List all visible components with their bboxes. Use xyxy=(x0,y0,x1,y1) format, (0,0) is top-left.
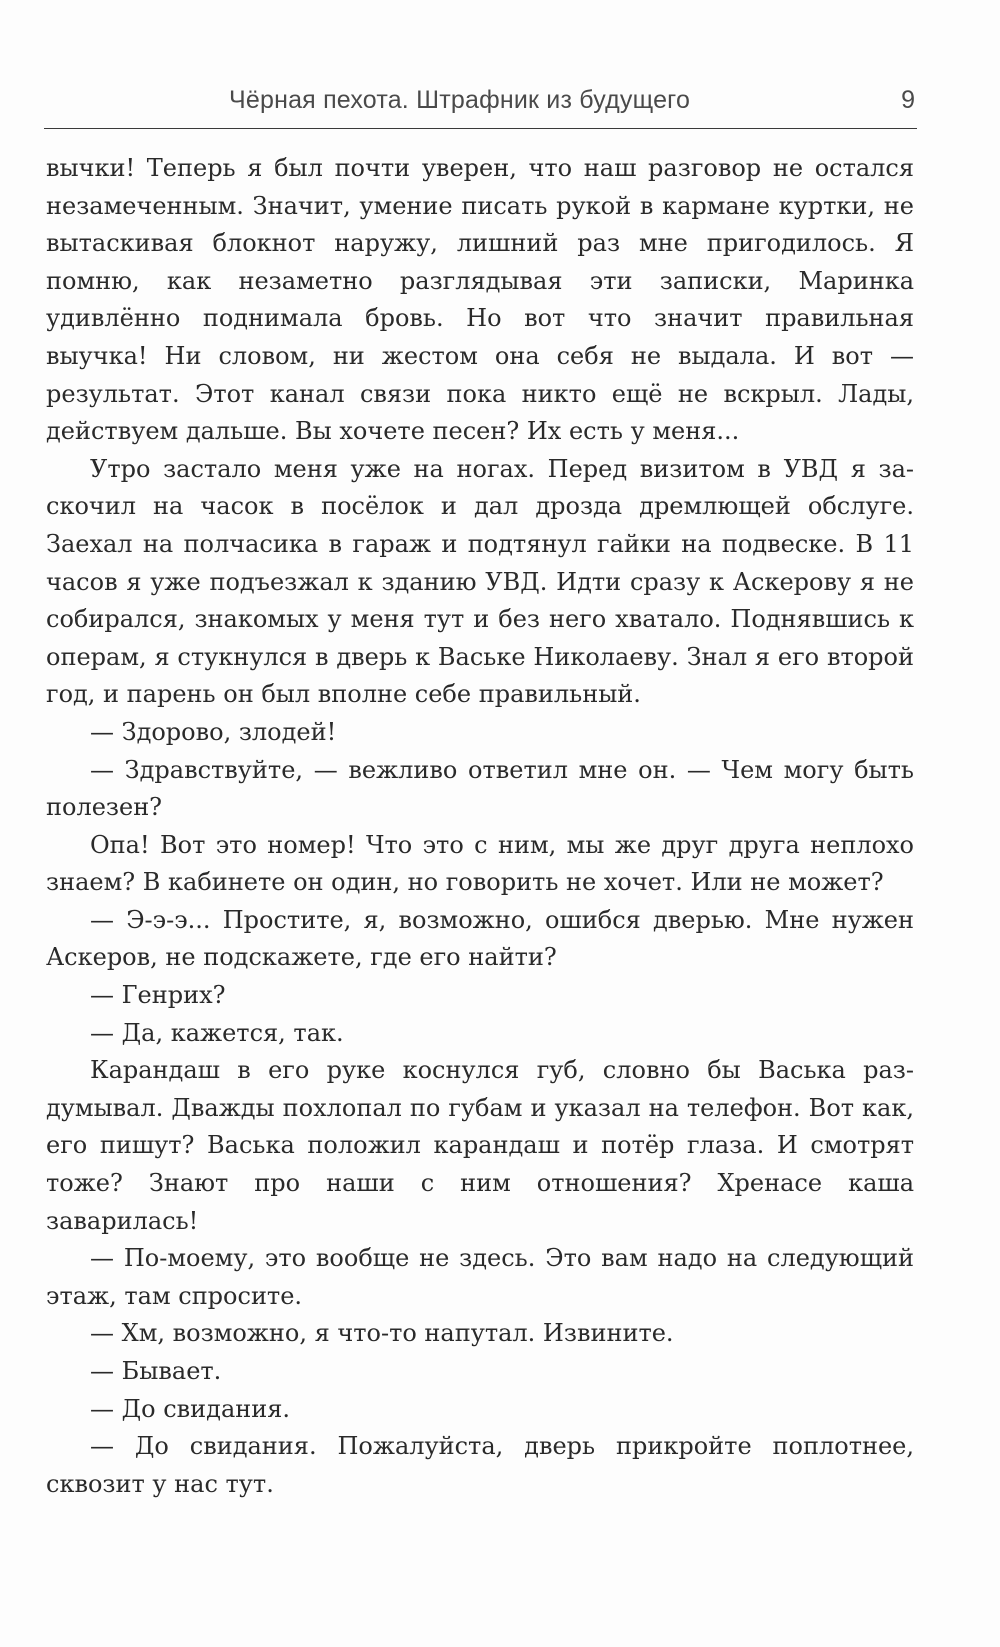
dialogue-line: — Генрих? xyxy=(90,981,226,1010)
book-title: Чёрная пехота. Штрафник из будущего xyxy=(229,86,691,114)
dialogue-line: — По-моему, это вообще не здесь. Это вам надо на следующий этаж, там спросите. xyxy=(46,1244,914,1310)
paragraph: Утро застало меня уже на ногах. Перед визитом в УВД я заскочил на часок в посёлок и дал дрозда дремлющей обслуге. Заехал на полчасика в гараж и подтянул гайки на подвеске. В 11 часов я уже подъезжал к зданию УВД. Идти сразу к Аскерову я не собирался, знакомых у меня тут и без него хватало. Поднявшись к операм, я стукнулся в дверь к Ваське Николаеву. Знал я его второй год, и парень он был вполне себе правильный. xyxy=(46,454,914,709)
dialogue-line: — Бывает. xyxy=(90,1357,222,1385)
dialogue-line: — До свидания. Пожалуйста, дверь прикройте поплотнее, сквозит у нас тут. xyxy=(46,1432,914,1498)
paragraph: Опа! Вот это номер! Что это с ним, мы же друг друга неплохо знаем? В кабинете он один, но говорить не хочет. Или не может? xyxy=(46,830,914,897)
page-number: 9 xyxy=(901,86,915,114)
body-text xyxy=(46,150,914,1503)
header-rule xyxy=(44,128,917,129)
dialogue-line: — Здорово, злодей! xyxy=(90,717,337,746)
dialogue-line: — До свидания. xyxy=(90,1394,291,1423)
dialogue-line: — Э-э-э... Простите, я, возможно, ошибся дверью. Мне нужен Аскеров, не подскажете, где его найти? xyxy=(46,905,914,972)
dialogue-line: — Здравствуйте, — вежливо ответил мне он. — Чем могу быть полезен? xyxy=(46,755,914,822)
paragraph: вычки! Теперь я был почти уверен, что наш разговор не остался незамеченным. Значит, умение писать рукой в кармане куртки, не вытаскивая блокнот наружу, лишний раз мне пригодилось. Я помню, как незаметно разглядывая эти записки, Маринка удивлённо поднимала бровь. Но вот что значит правильная выучка! Ни словом, ни жестом она себя не выдала. И вот — результат. Этот канал связи пока никто ещё не вскрыл. Лады, действуем дальше. Вы хочете песен? Их есть у меня... xyxy=(46,154,914,446)
running-header xyxy=(44,86,917,126)
dialogue-line: — Хм, возможно, я что-то напутал. Извините. xyxy=(90,1319,674,1348)
dialogue-line: — Да, кажется, так. xyxy=(90,1018,344,1047)
paragraph: Карандаш в его руке коснулся губ, словно бы Васька раздумывал. Дважды похлопал по губам и указал на телефон. Вот как, его пишут? Васька положил карандаш и потёр глаза. И смотрят тоже? Знают про наши с ним отношения? Хренасе каша заварилась! xyxy=(46,1056,914,1235)
